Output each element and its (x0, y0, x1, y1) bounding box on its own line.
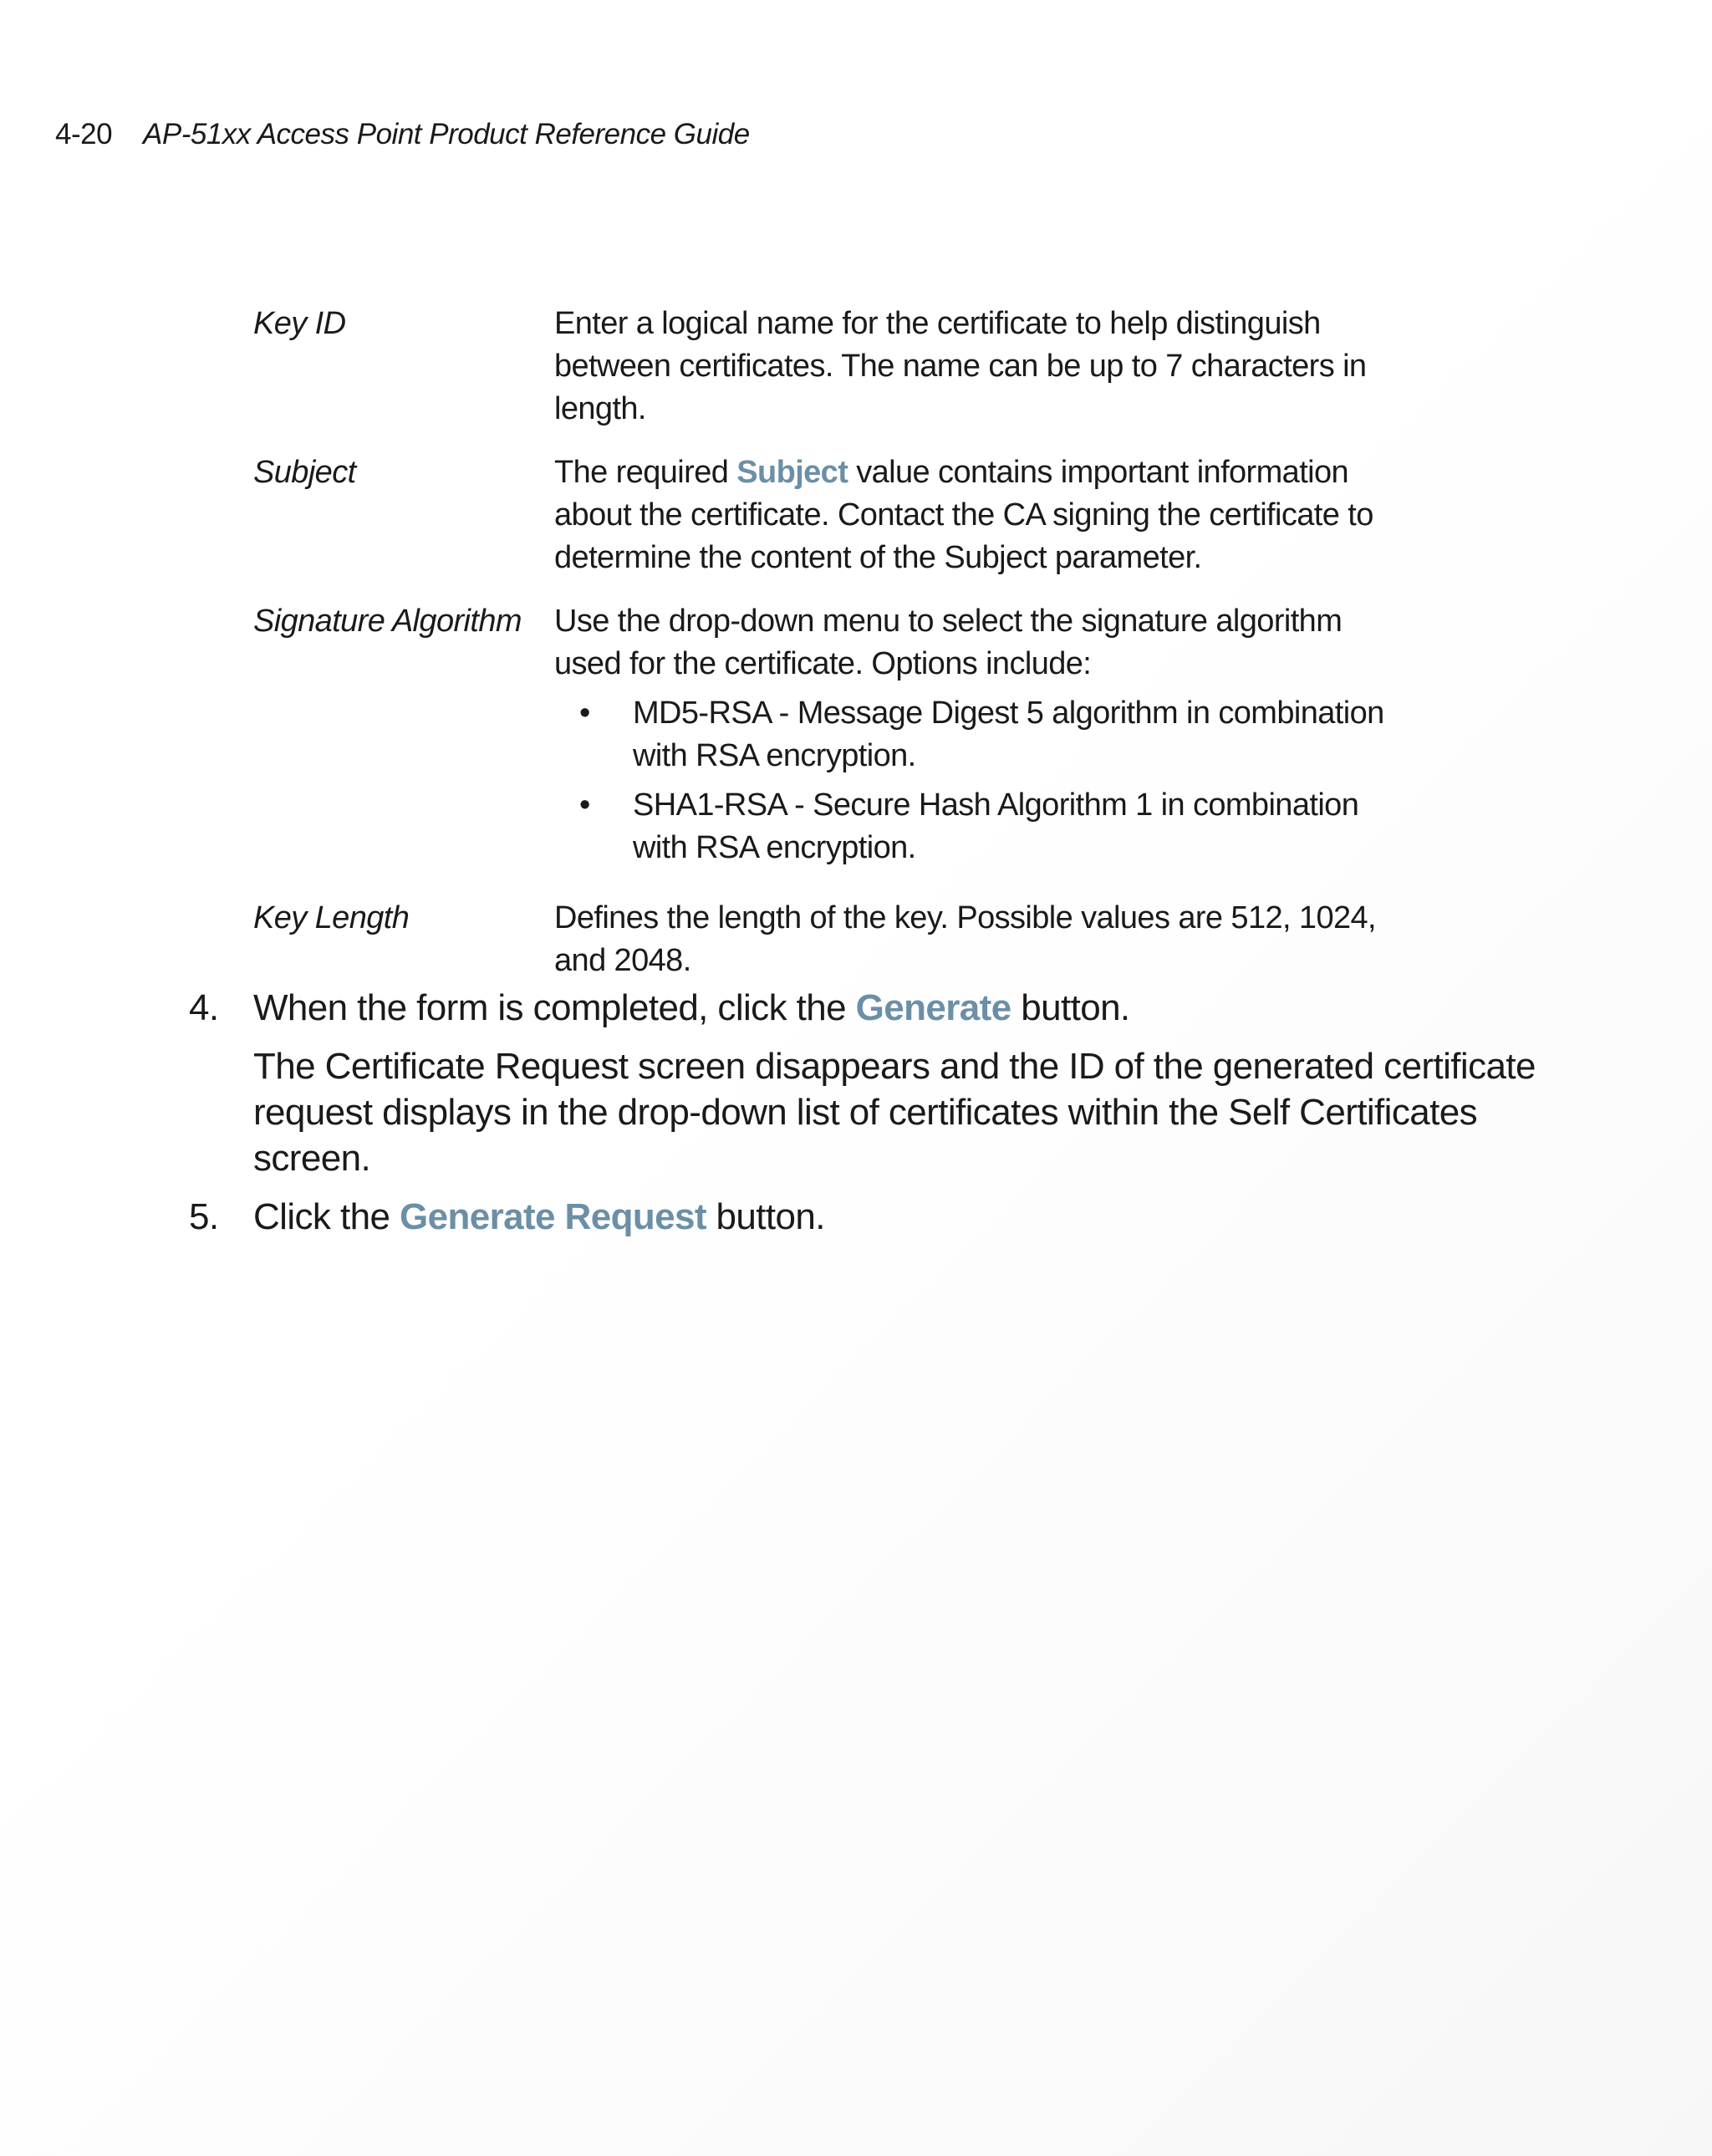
list-item (554, 784, 1399, 869)
text-segment: The required (554, 455, 737, 490)
text-segment: button. (1011, 987, 1130, 1028)
algorithm-options-list (554, 692, 1399, 869)
bullet-icon: • (579, 787, 590, 823)
text-segment: button. (706, 1196, 825, 1237)
definition-row-subject (253, 451, 1407, 579)
step-followup-text: The Certificate Request screen disappears and the ID of the generated certificate request displays in the drop-down list of certificates within the Self Certificates screen. (253, 1046, 1536, 1179)
bullet-icon: • (579, 696, 590, 731)
definition-text: Enter a logical name for the certificate to help distinguish between certificates. The name can be up to 7 characters in length. (554, 306, 1367, 426)
parameter-definitions (253, 303, 1407, 1003)
step-5 (189, 1194, 1543, 1240)
definition-row-key-id (253, 303, 1407, 431)
page-header (55, 118, 750, 151)
step-number: 4. (189, 987, 219, 1028)
definition-term: Subject (253, 455, 356, 490)
step-text (253, 985, 1543, 1031)
definition-text: Use the drop-down menu to select the signature algorithm used for the certificate. Options include: (554, 604, 1343, 681)
definition-term: Key ID (253, 306, 346, 341)
step-text (253, 1194, 825, 1240)
definition-text: Defines the length of the key. Possible values are 512, 1024, and 2048. (554, 900, 1377, 978)
text-segment: When the form is completed, click the (253, 987, 856, 1028)
text-segment: Click the (253, 1196, 400, 1237)
definition-row-key-length (253, 897, 1407, 982)
definition-term: Signature Algorithm (253, 604, 522, 639)
definition-term: Key Length (253, 900, 410, 935)
list-item (554, 692, 1399, 777)
subject-highlight: Subject (736, 455, 848, 490)
step-4 (189, 985, 1543, 1181)
page-number: 4-20 (55, 118, 113, 150)
definition-description (554, 303, 1399, 431)
generate-highlight: Generate (855, 987, 1011, 1028)
definition-description (554, 897, 1399, 982)
step-number: 5. (189, 1196, 219, 1237)
definition-text (554, 451, 1399, 579)
definition-description (554, 451, 1399, 579)
definition-row-signature-algorithm (253, 600, 1407, 876)
step-content (253, 985, 1543, 1181)
list-item-text: SHA1-RSA - Secure Hash Algorithm 1 in combination with RSA encryption. (633, 787, 1359, 865)
step-content (253, 1194, 825, 1240)
text-segment: value contains important information about the certificate. Contact the CA signing the certificate to determine the content of the Subject parameter. (554, 455, 1373, 575)
guide-title: AP-51xx Access Point Product Reference Guide (143, 118, 750, 150)
list-item-text: MD5-RSA - Message Digest 5 algorithm in combination with RSA encryption. (633, 696, 1384, 773)
generate-request-highlight: Generate Request (399, 1196, 706, 1237)
definition-description (554, 600, 1399, 876)
procedure-steps (189, 985, 1543, 1240)
